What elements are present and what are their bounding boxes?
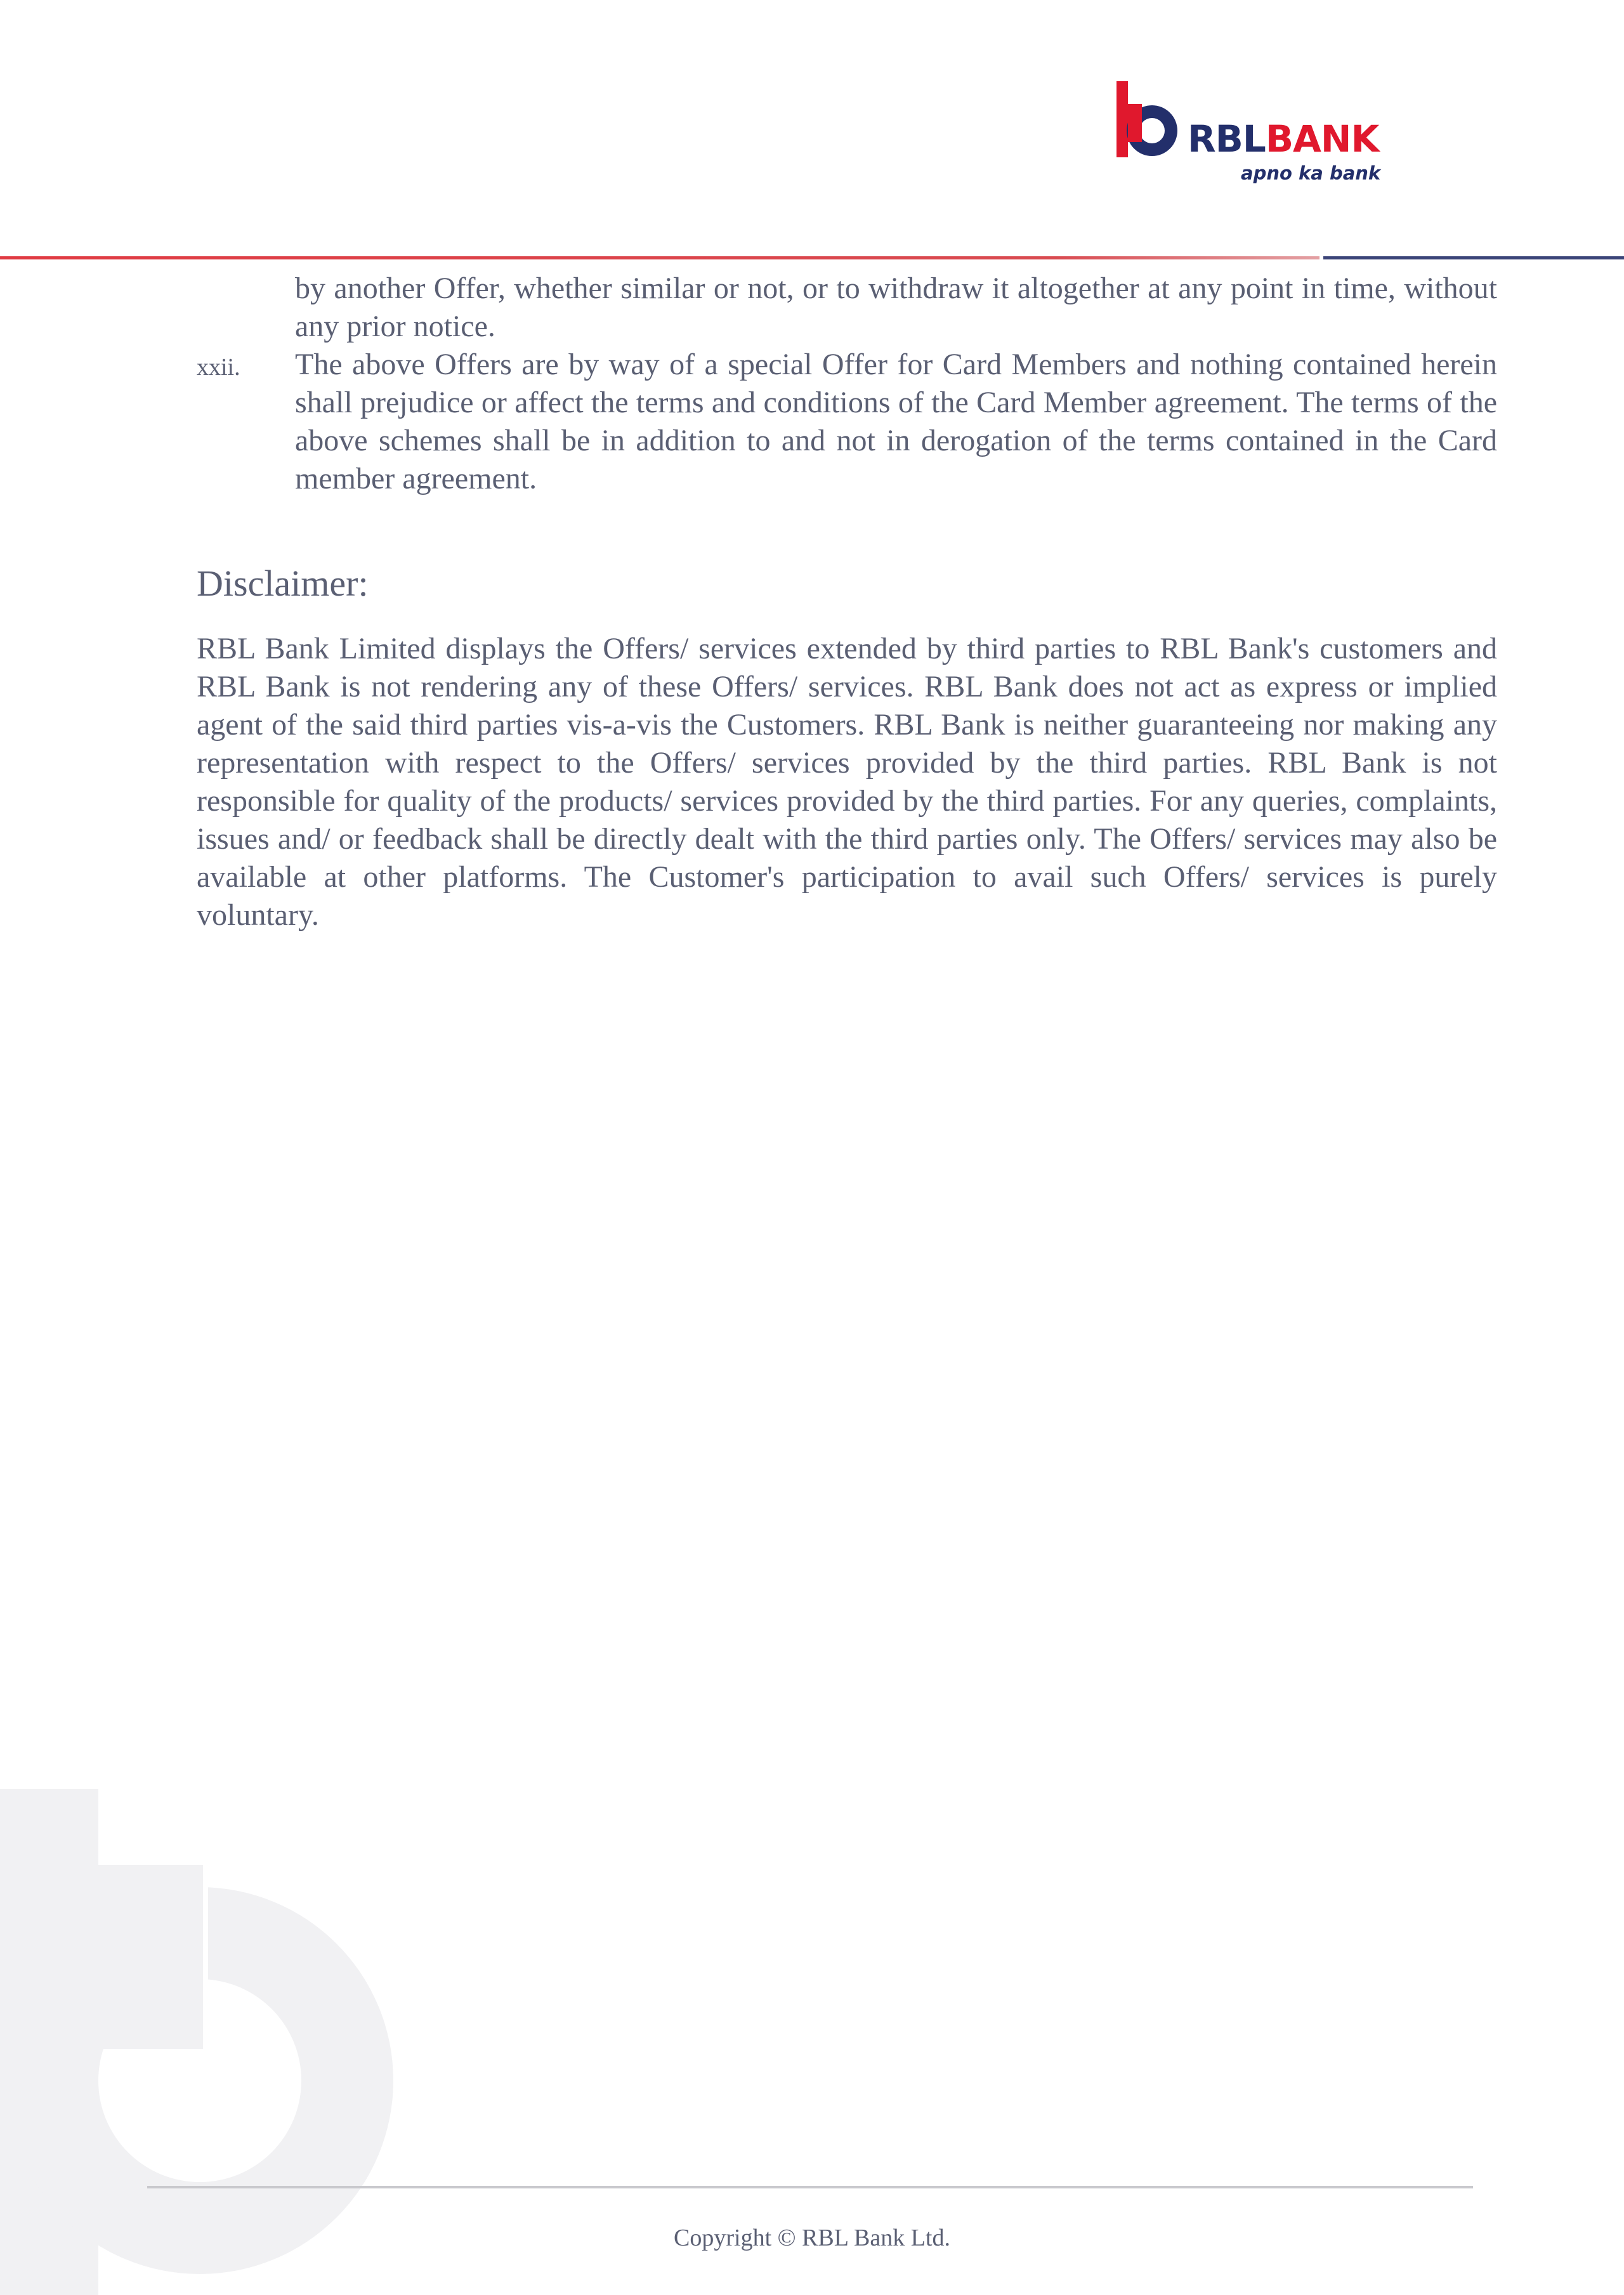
logo-word-rbl: RBL <box>1188 117 1266 160</box>
header-divider-red <box>0 256 1320 259</box>
disclaimer-heading: Disclaimer: <box>197 563 369 604</box>
rbl-b-mark-icon <box>1116 81 1180 160</box>
rbl-bank-logo <box>1116 81 1381 189</box>
footer-copyright: Copyright © RBL Bank Ltd. <box>674 2225 950 2251</box>
document-body <box>197 270 1497 934</box>
continued-list-item-text: by another Offer, whether similar or not, or to withdraw it altogether at any point in time, without any prior notice. <box>295 271 1497 343</box>
list-item-number: xxii. <box>197 354 240 381</box>
list-item <box>197 346 1497 498</box>
footer-divider <box>147 2186 1473 2188</box>
disclaimer-text: RBL Bank Limited displays the Offers/ services extended by third parties to RBL Bank's customers and RBL Bank is not rendering any of these Offers/ services. RBL Bank does not act as express or implied agent of the said third parties vis-a-vis the Customers. RBL Bank is neither guaranteeing nor making any representation with respect to the Offers/ services provided by the third parties. RBL Bank is not responsible for quality of the products/ services provided by the third parties. For any queries, complaints, issues and/ or feedback shall be directly dealt with the third parties only. The Offers/ services may also be available at other platforms. The Customer's participation to avail such Offers/ services is purely voluntary. <box>197 632 1497 932</box>
logo-wordmark <box>1188 117 1379 160</box>
logo-tagline: apno ka bank <box>1241 162 1381 184</box>
header-divider-blue <box>1323 256 1624 259</box>
logo-word-bank: BANK <box>1265 117 1379 160</box>
list-item-text: The above Offers are by way of a special Offer for Card Members and nothing contained herein shall prejudice or affect the terms and conditions of the Card Member agreement. The terms of the above schemes shall be in addition to and not in derogation of the terms contained in the Card member agreement. <box>295 348 1497 495</box>
rbl-watermark-icon <box>0 1789 400 2295</box>
